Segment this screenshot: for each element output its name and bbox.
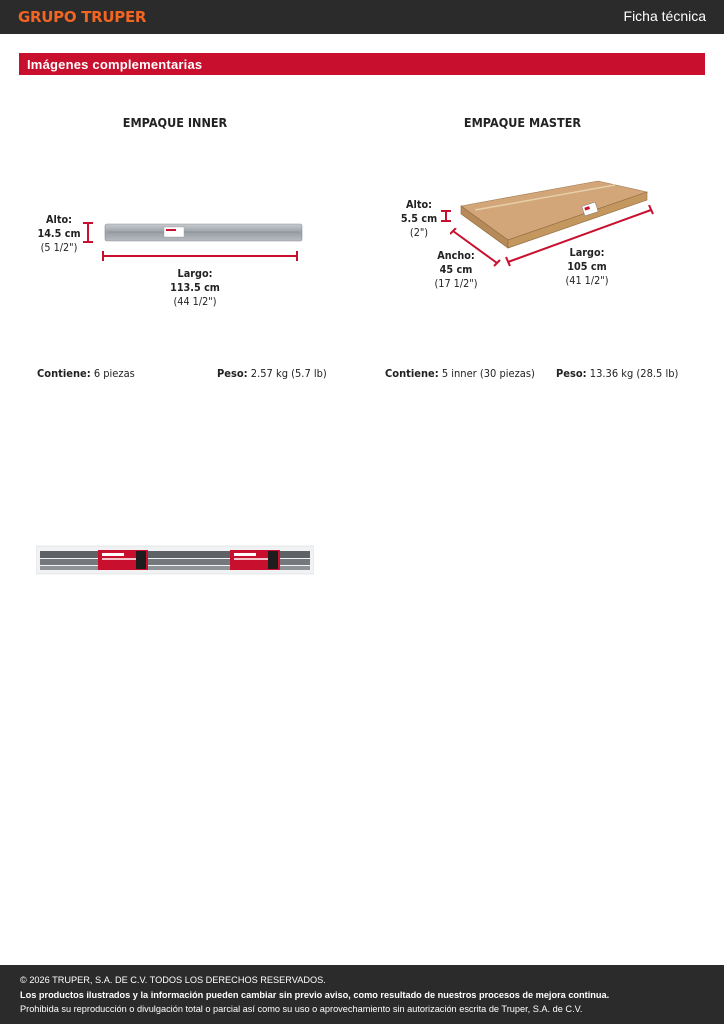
- inner-contents-value: 6 piezas: [93, 367, 135, 380]
- master-weight: [556, 367, 678, 380]
- inner-height-line: [87, 223, 89, 242]
- inner-weight-value: 2.57 kg (5.7 lb): [250, 367, 327, 380]
- inner-contents: [37, 367, 135, 380]
- footer-legal: Prohibida su reproducción o divulgación total o parcial así como su uso o aprovechamiento sin autorización escrita de Truper, S.A. de C.V.: [20, 1004, 583, 1014]
- master-width-label: Ancho:: [437, 249, 475, 262]
- section-header: [19, 53, 705, 75]
- master-length-value: 105 cm: [567, 260, 607, 273]
- inner-length-dimension: [164, 267, 226, 309]
- master-length-dimension: [560, 246, 615, 288]
- master-width-dimension: [429, 249, 484, 291]
- section-title: Imágenes complementarias: [27, 57, 203, 72]
- inner-height-label: Alto:: [46, 213, 72, 226]
- inner-length-label: Largo:: [177, 267, 213, 280]
- master-contents-label: Contiene:: [385, 367, 439, 380]
- brand-logo: GRUPO TRUPER: [18, 8, 147, 26]
- master-height-value: 5.5 cm: [400, 212, 438, 225]
- master-width-imperial: (17 1/2"): [434, 277, 478, 290]
- master-weight-value: 13.36 kg (28.5 lb): [589, 367, 679, 380]
- master-package-title: EMPAQUE MASTER: [463, 115, 582, 130]
- top-bar: [0, 0, 724, 34]
- master-contents: [385, 367, 535, 380]
- master-width-value: 45 cm: [439, 263, 473, 276]
- inner-contents-label: Contiene:: [37, 367, 91, 380]
- master-contents-value: 5 inner (30 piezas): [441, 367, 535, 380]
- inner-height-value: 14.5 cm: [37, 227, 81, 240]
- master-height-dimension: [394, 198, 443, 240]
- footer-notice: Los productos ilustrados y la información pueden cambiar sin previo aviso, como resultado de nuestros procesos de mejora continua.: [20, 990, 610, 1000]
- master-length-label: Largo:: [569, 246, 605, 259]
- master-weight-label: Peso:: [556, 367, 587, 380]
- inner-length-line: [103, 255, 298, 257]
- footer: [0, 965, 724, 1024]
- inner-weight: [217, 367, 327, 380]
- master-height-label: Alto:: [406, 198, 432, 211]
- inner-package-title: EMPAQUE INNER: [122, 115, 228, 130]
- master-length-imperial: (41 1/2"): [565, 274, 609, 287]
- inner-height-dimension: [32, 213, 87, 255]
- master-height-imperial: (2"): [409, 226, 429, 239]
- inner-package-image: [104, 222, 304, 244]
- inner-weight-label: Peso:: [217, 367, 248, 380]
- inner-length-value: 113.5 cm: [170, 281, 220, 294]
- product-package-photo: [36, 545, 314, 575]
- inner-height-imperial: (5 1/2"): [40, 241, 78, 254]
- inner-length-cap-left: [102, 251, 104, 261]
- footer-copyright: © 2026 TRUPER, S.A. DE C.V. TODOS LOS DERECHOS RESERVADOS.: [20, 975, 326, 985]
- inner-length-cap-right: [296, 251, 298, 261]
- document-type: Ficha técnica: [623, 8, 706, 24]
- inner-length-imperial: (44 1/2"): [173, 295, 217, 308]
